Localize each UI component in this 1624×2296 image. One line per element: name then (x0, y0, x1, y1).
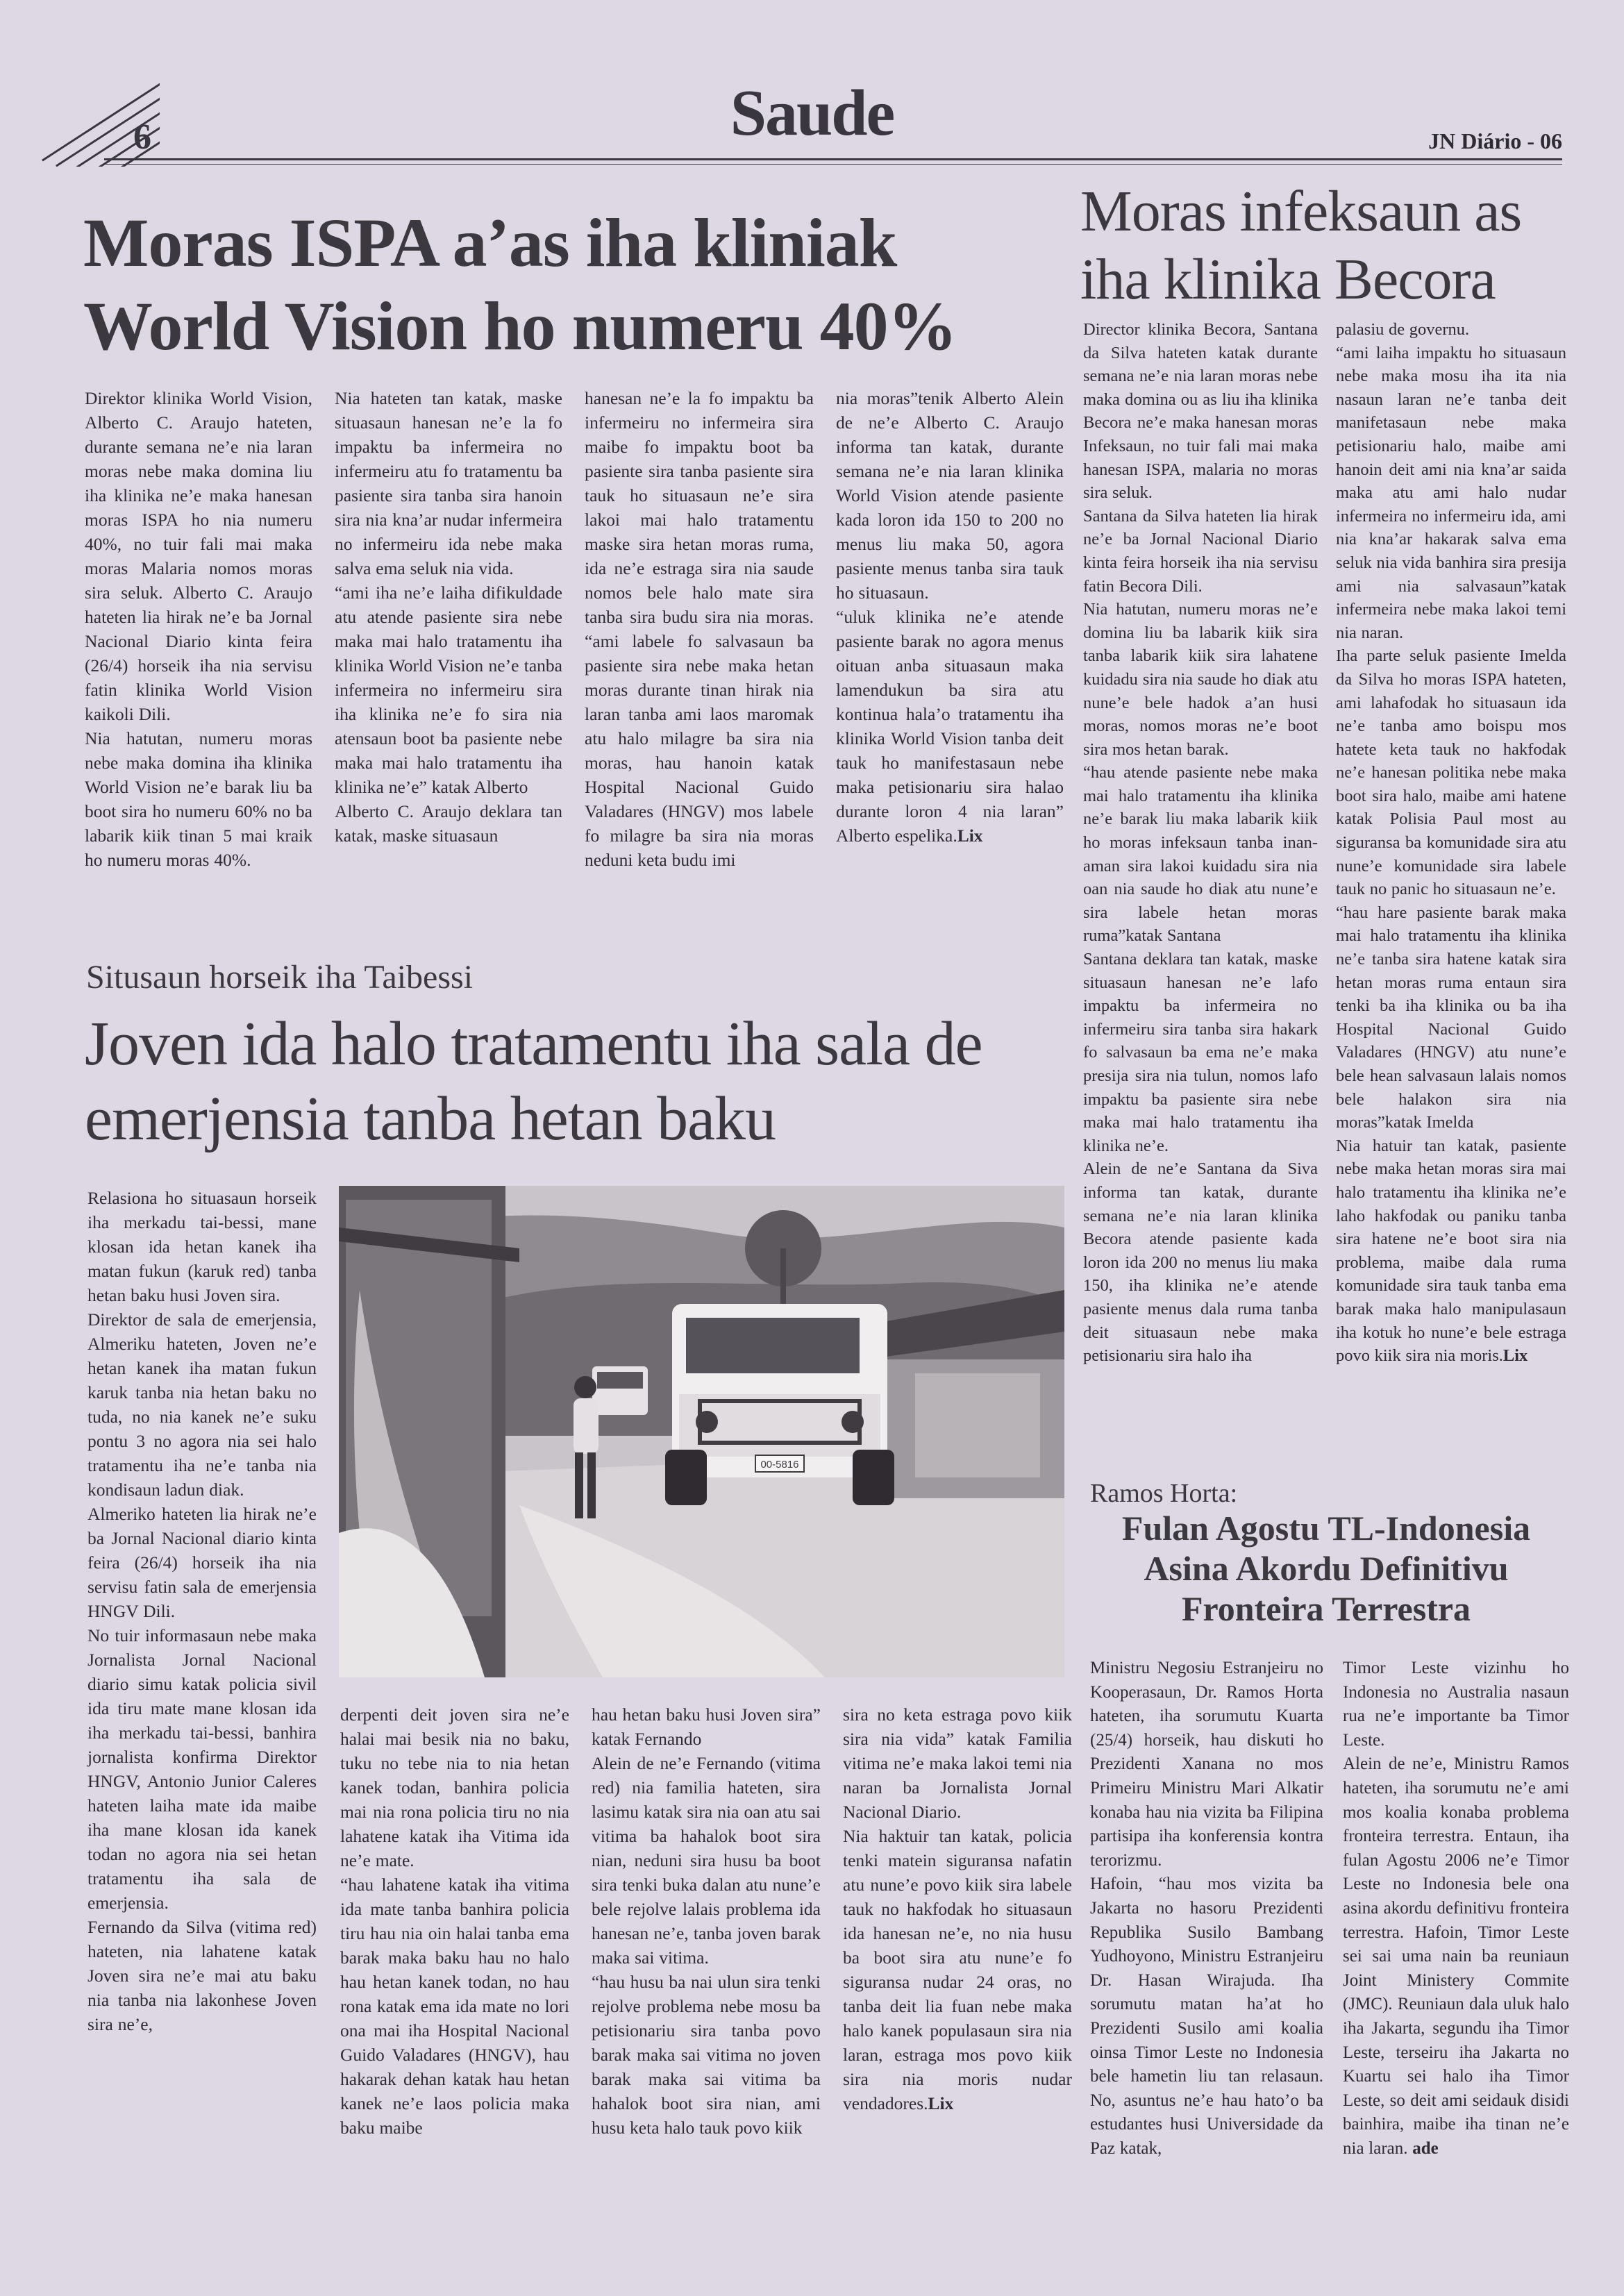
header-rule (104, 158, 1562, 160)
article1-headline: Moras ISPA a’as iha kliniak World Vision ho numeru 40% (83, 204, 957, 364)
article1-column-2-text: Nia hateten tan katak, maske situasaun hanesan ne’e la fo impaktu ba infermeira no infermeiru atu fo tratamentu ba pasiente sira tanba sira hanoin sira nia kna’ar nudar infermeira no infermeiru ida nebe maka salva ema seluk nia vida. “ami iha ne’e laiha difikuldade atu atende pasiente sira nebe maka mai halo tratamentu iha klinika World Vision ne’e tanba infermeira no infermeiru sira iha klinika ne’e fo sira nia atensaun boot ba pasiente nebe maka mai halo tratamentu iha klinika ne’e” katak Alberto Alberto C. Araujo deklara tan katak, maske situasaun (335, 388, 562, 846)
article3-bottom-column-2-text: hau hetan baku husi Joven sira” katak Fernando Alein de ne’e Fernando (vitima red) nia familia hateten, sira lasimu katak sira nia oan atu sai vitima ba hahalok boot sira nian, neduni sira husu ba boot sira tenki buka dalan atu nune’e bele rejolve lalais problema ida hanesan ne’e, tanba joven barak maka sai vitima. “hau husu ba nai ulun sira tenki rejolve problema nebe mosu ba petisionariu sira tanba povo barak maka sai vitima no joven barak maka sai vitima ba hahalok boot sira nian, ami husu keta halo tauk povo kiik (592, 1704, 821, 2138)
section-title: Saude (730, 77, 894, 149)
article4-column-1-text: Ministru Negosiu Estranjeiru no Kooperasaun, Dr. Ramos Horta hateten, iha sorumutu Kuarta (25/4) horseik, hau diskuti ho Prezidenti Xanana no mos Primeiru Ministru Mari Alkatir konaba hau nia vizita ba Filipina partisipa iha konferensia kontra terorizmu. Hafoin, “hau mos vizita ba Jakarta no hasoru Prezidenti Republika Susilo Bambang Yudhoyono, Ministru Estranjeiru Dr. Hasan Wirajuda. Iha sorumutu matan ha’at ho Prezidenti Susilo ami koalia oinsa Timor Leste no Indonesia bele hametin liu tan relasaun. No, asuntus ne’e hau hato’o ba estudantes husi Universidade da Paz katak, (1090, 1659, 1323, 2158)
article2-signoff: Lix (1502, 1346, 1528, 1366)
article1-column-3 (585, 386, 814, 872)
article4-column-1 (1090, 1657, 1323, 2161)
article1-column-3-text: hanesan ne’e la fo impaktu ba infermeiru no infermeira sira maibe fo impaktu boot ba pasiente sira tanba pasiente sira tauk ho situasaun ne’e sira lakoi mai halo tratamentu maske sira hetan moras ruma, ida ne’e estraga sira nia saude nomos bele halo mate sira tanba sira budu sira nia moras. “ami labele fo salvasaun ba pasiente sira nebe maka hetan moras durante tinan hirak nia laran tanba ami laos maromak atu halo milagre ba sira nia moras, hau hanoin katak Hospital Nacional Guido Valadares (HNGV) mos labele fo milagre ba sira nia moras neduni keta budu imi (585, 388, 814, 870)
article1-column-1-text: Direktor klinika World Vision, Alberto C. Araujo hateten, durante semana ne’e nia laran moras nebe maka domina liu iha klinika ne’e maka hanesan moras ISPA ho nia numeru 40%, no tuir fali mai maka moras Malaria nomos moras sira seluk. Alberto C. Araujo hateten lia hirak ne’e ba Jornal Nacional Diario kinta feira (26/4) horseik iha nia servisu fatin klinika World Vision kaikoli Dili. Nia hatutan, numeru moras nebe maka domina iha klinika World Vision ne’e barak liu ba boot sira ho numeru 60% no ba labarik kiik tinan 5 mai kraik ho numeru moras 40%. (85, 388, 312, 870)
article3-bottom-column-1-text: derpenti deit joven sira ne’e halai mai besik nia no baku, tuku no tebe nia to nia hetan kanek todan, banhira policia mai nia rona policia tiru no nia lahatene katak iha Vitima ida ne’e mate. “hau lahatene katak iha vitima ida mate tanba banhira policia tiru hau nia oin halai tanba ema barak maka baku hau no halo hau hetan kanek todan, no hau rona katak ema ida mate no lori ona mai iha Hospital Nacional Guido Valadares (HNGV), hau hakarak dehan katak hau hetan kanek ne’e laos policia maka baku maibe (340, 1704, 569, 2138)
article2-column-1 (1083, 318, 1318, 1368)
article3-bottom-column-2 (592, 1702, 821, 2140)
article3-left-column-text: Relasiona ho situasaun horseik iha merkadu tai-bessi, mane klosan ida hetan kanek iha matan fukun (karuk red) tanba hetan baku husi Joven sira. Direktor de sala de emerjensia, Almeriku hateten, Joven ne’e hetan kanek iha matan fukun karuk tanba nia hetan baku no tuda, no nia kanek ne’e suku pontu 3 no agora nia sei halo tratamentu iha ne’e tanba nia kondisaun ladun diak. Almeriko hateten lia hirak ne’e ba Jornal Nacional diario kinta feira (26/4) horseik iha nia servisu fatin sala de emerjensia HNGV Dili. No tuir informasaun nebe maka Jornalista Jornal Nacional diario simu katak policia sivil ida tiru mate mane klosan ida iha merkadu tai-bessi, banhira jornalista konfirma Direktor HNGV, Antonio Junior Caleres hateten laiha mate ida maibe iha mane klosan ida kanek todan no agora nia sei hetan tratamentu iha sala de emerjensia. Fernando da Silva (vitima red) hateten, nia lahatene katak Joven sira ne’e mai atu baku nia tanba nia lakonhese Joven sira ne’e, (87, 1188, 317, 2034)
article2-column-2-text: palasiu de governu. “ami laiha impaktu ho situasaun nebe maka mosu iha ita nia nasaun laran ne’e tanba deit manifetasaun nebe maka petisionariu halo, maibe ami hanoin deit ami nia kna’ar saida maka atu ami halo nudar infermeira no infermeiru ida, ami nia kna’ar hakarak salva ema seluk nia vida banhira sira presija ami nia salvasaun”katak infermeira nebe maka lakoi temi nia naran. Iha parte seluk pasiente Imelda da Silva ho moras ISPA hateten, ami lahafodak ho situasaun ida ne’e tanba amo boispu mos hatete keta tauk no hakfodak ne’e hanesan politika nebe maka boot sira halo, maibe ami hatene katak Polisia Paul most au siguransa ba komunidade sira atu nune’e komunidade sira labele tauk no panic ho situasaun ne’e. “hau hare pasiente barak maka mai halo tratamentu iha klinika ne’e tanba sira hatene katak sira hetan moras ruma entaun sira tenki ba iha klinika ou ba iha Hospital Nacional Guido Valadares (HNGV) atu nune’e bele hean salvasaun lalais nomos bele halakon sira nia moras”katak Imelda Nia hatuir tan katak, pasiente nebe maka hetan moras sira mai halo tratamentu iha klinika ne’e laho hakfodak ou paniku tanba sira hatene ne’e boot sira nia problema, maibe dala ruma komunidade sira tauk tanba ema barak maka halo manipulasaun iha kotuk ho nune’e bele estraga povo kiik sira nia moris. (1336, 320, 1566, 1366)
article3-left-column (87, 1186, 317, 2036)
photo-illustration (339, 1186, 1064, 1677)
article2-column-2 (1336, 318, 1566, 1368)
article3-bottom-column-3 (843, 1702, 1072, 2115)
article3-kicker: Situsaun horseik iha Taibessi (86, 959, 474, 996)
article4-signoff: ade (1412, 2138, 1439, 2158)
article3-bottom-column-3-text: sira no keta estraga povo kiik sira nia vida” katak Familia vitima ne’e maka lakoi temi nia naran ba Jornalista Jornal Nacional Diario. Nia haktuir tan katak, policia tenki matein siguransa nafatin atu nune’e povo kiik sira labele tauk no hakfodak ho situasaun ida hanesan ne’e, no nia husu ba boot sira atu nune’e fo siguransa nudar 24 oras, no tanba deit lia fuan nebe maka halo kanek populasaun sira nia laran, estraga mos povo kiik sira nia moris nudar vendadores. (843, 1704, 1072, 2113)
page-number: 6 (133, 117, 151, 157)
header-rule-thin (104, 164, 1562, 165)
article1-column-2 (335, 386, 562, 848)
article4-kicker: Ramos Horta: (1090, 1479, 1238, 1508)
article1-column-1 (85, 386, 312, 872)
article2-column-1-text: Director klinika Becora, Santana da Silva hateten katak durante semana ne’e nia laran moras nebe maka domina ou as liu iha klinika Becora ne’e maka hanesan moras Infeksaun, no tuir fali mai maka hanesan ISPA, malaria no moras sira seluk. Santana da Silva hateten lia hirak ne’e ba Jornal Nacional Diario kinta feira horseik iha nia servisu fatin Becora Dili. Nia hatutan, numeru moras ne’e domina liu ba labarik kiik sira tanba labarik kiik sira lahatene kuidadu sira nia saude ho diak atu nune’e bele hadok a’an husi moras, nomos moras ne’e boot sira mos hetan barak. “hau atende pasiente nebe maka mai halo tratamentu iha klinika ne’e barak liu maka labarik kiik ho moras infeksaun tanba inan-aman sira lakoi kuidadu sira nia oan nia saude ho diak atu nune’e sira labele hetan moras ruma”katak Santana Santana deklara tan katak, maske situasaun hanesan ne’e lafo impaktu ba infermeira no infermeiru sira tanba sira hakark fo salvasaun ba ema ne’e maka presija sira nia tulun, nomos lafo impaktu ba pasiente sira nebe maka mai halo tratamentu iha klinika ne’e. Alein de ne’e Santana da Siva informa tan katak, durante semana ne’e nia laran klinika Becora atende pasiente kada loron ida 200 no menus liu maka 150, iha klinika ne’e atende pasiente menus dala ruma tanba deit situasaun nebe maka petisionariu sira halo iha (1083, 320, 1318, 1366)
article4-headline: Fulan Agostu TL-Indonesia Asina Akordu Definitivu Fronteira Terrestra (1121, 1509, 1531, 1628)
article3-bottom-column-1 (340, 1702, 569, 2140)
article2-headline: Moras infeksaun as iha klinika Becora (1080, 179, 1522, 312)
news-photo-ambulance-street (339, 1186, 1064, 1677)
article4-column-2-text: Timor Leste vizinhu ho Indonesia no Australia nasaun rua ne’e importante ba Timor Leste. Alein de ne’e, Ministru Ramos hateten, iha sorumutu ne’e ami mos koalia konaba problema fronteira terrestra. Entaun, iha fulan Agostu 2006 ne’e Timor Leste no Indonesia bele ona asina akordu definitivu fronteira terrestra. Hafoin, Timor Leste sei sai uma nain ba reuniaun Joint Ministery Commite (JMC). Reuniaun dala uluk halo iha Jakarta, segundu iha Timor Leste, terseiru iha Jakarta no Kuartu sei halo iha Timor Leste, so deit ami seidauk disidi bainhira, maibe iha tinan ne’e nia laran. (1343, 1659, 1569, 2158)
article3-headline: Joven ida halo tratamentu iha sala de emerjensia tanba hetan baku (85, 1009, 982, 1153)
article1-column-4-text: nia moras”tenik Alberto Alein de ne’e Alberto C. Araujo informa tan katak, durante semana ne’e nia laran klinika World Vision atende pasiente kada loron ida 150 to 200 no menus liu maka 50, agora pasiente menus tanba sira tauk ho situasaun. “uluk klinika ne’e atende pasiente barak no agora menus oituan anba situasaun maka lamendukun ba sira atu kontinua hala’o tratamentu iha klinika World Vision tanba deit tauk ho manifestasaun nebe maka petisionariu sira halao durante loron 4 nia laran” Alberto espelika. (836, 388, 1064, 846)
paper-issue: JN Diário - 06 (1428, 128, 1562, 153)
photo-plate-text: 00-5816 (760, 1459, 799, 1470)
article1-signoff: Lix (957, 826, 983, 846)
article4-column-2 (1343, 1657, 1569, 2161)
article1-column-4 (836, 386, 1064, 848)
article3-signoff: Lix (928, 2093, 954, 2113)
